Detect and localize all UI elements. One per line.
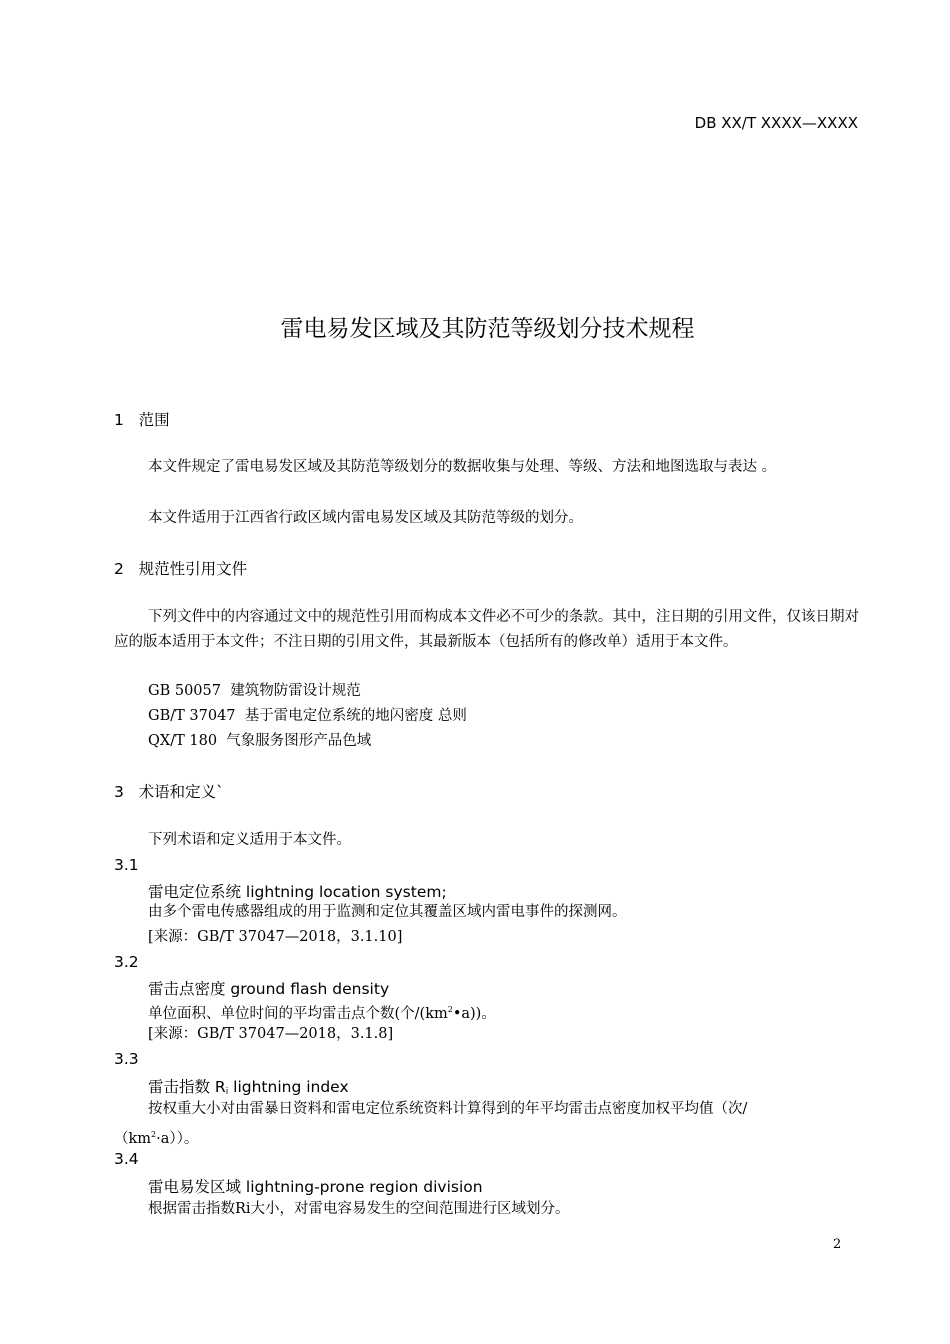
superscript: 2 xyxy=(151,1130,157,1139)
term-definition-text: ·a））。 xyxy=(156,1131,199,1147)
section-3-heading: 3 术语和定义` xyxy=(114,783,224,801)
reference-item: GB 50057 建筑物防雷设计规范 xyxy=(148,683,361,699)
term-definition-continued xyxy=(114,1122,198,1152)
term-number: 3.1 xyxy=(114,856,139,874)
reference-item: GB/T 37047 基于雷电定位系统的地闪密度 总则 xyxy=(148,708,467,724)
term-number: 3.4 xyxy=(114,1150,139,1168)
page-number: 2 xyxy=(833,1237,842,1252)
term-title-text: 雷击指数 R xyxy=(148,1078,226,1096)
term-number: 3.3 xyxy=(114,1050,139,1068)
subscript: i xyxy=(225,1087,229,1097)
term-definition-text: •a))。 xyxy=(452,1006,496,1022)
reference-item: QX/T 180 气象服务图形产品色域 xyxy=(148,733,372,749)
section-1-heading: 1 范围 xyxy=(114,411,170,429)
section-1-paragraph-1: 本文件规定了雷电易发区域及其防范等级划分的数据收集与处理、等级、方法和地图选取与表达 。 xyxy=(148,459,777,475)
term-title-text: lightning index xyxy=(228,1078,349,1096)
superscript: 2 xyxy=(447,1005,453,1014)
term-definition-text: （km xyxy=(114,1131,152,1147)
term-title: 雷电易发区域 lightning-prone region division xyxy=(148,1178,483,1196)
term-title xyxy=(148,1075,349,1097)
term-definition: 由多个雷电传感器组成的用于监测和定位其覆盖区域内雷电事件的探测网。 xyxy=(148,904,627,920)
term-number: 3.2 xyxy=(114,953,139,971)
section-1-paragraph-2: 本文件适用于江西省行政区域内雷电易发区域及其防范等级的划分。 xyxy=(148,510,583,526)
term-source: [来源：GB/T 37047—2018，3.1.10] xyxy=(148,929,403,945)
term-definition: 根据雷击指数Ri大小，对雷电容易发生的空间范围进行区域划分。 xyxy=(148,1201,570,1217)
section-2-paragraph: 下列文件中的内容通过文中的规范性引用而构成本文件必不可少的条款。其中，注日期的引用文件，仅该日期对应的版本适用于本文件；不注日期的引用文件，其最新版本（包括所有的修改单）适用于本文件。 xyxy=(114,609,859,650)
term-definition: 按权重大小对由雷暴日资料和雷电定位系统资料计算得到的年平均雷击点密度加权平均值（次/ xyxy=(148,1101,748,1117)
term-title: 雷电定位系统 lightning location system; xyxy=(148,883,447,901)
term-source: [来源：GB/T 37047—2018，3.1.8] xyxy=(148,1026,394,1042)
section-3-intro: 下列术语和定义适用于本文件。 xyxy=(148,832,351,848)
document-code: DB XX/T XXXX—XXXX xyxy=(694,114,858,132)
section-2-heading: 2 规范性引用文件 xyxy=(114,560,248,578)
term-title: 雷击点密度 ground flash density xyxy=(148,980,390,998)
term-definition-text: 单位面积、单位时间的平均雷击点个数(个/(km xyxy=(148,1006,448,1022)
page-title: 雷电易发区域及其防范等级划分技术规程 xyxy=(280,316,695,342)
